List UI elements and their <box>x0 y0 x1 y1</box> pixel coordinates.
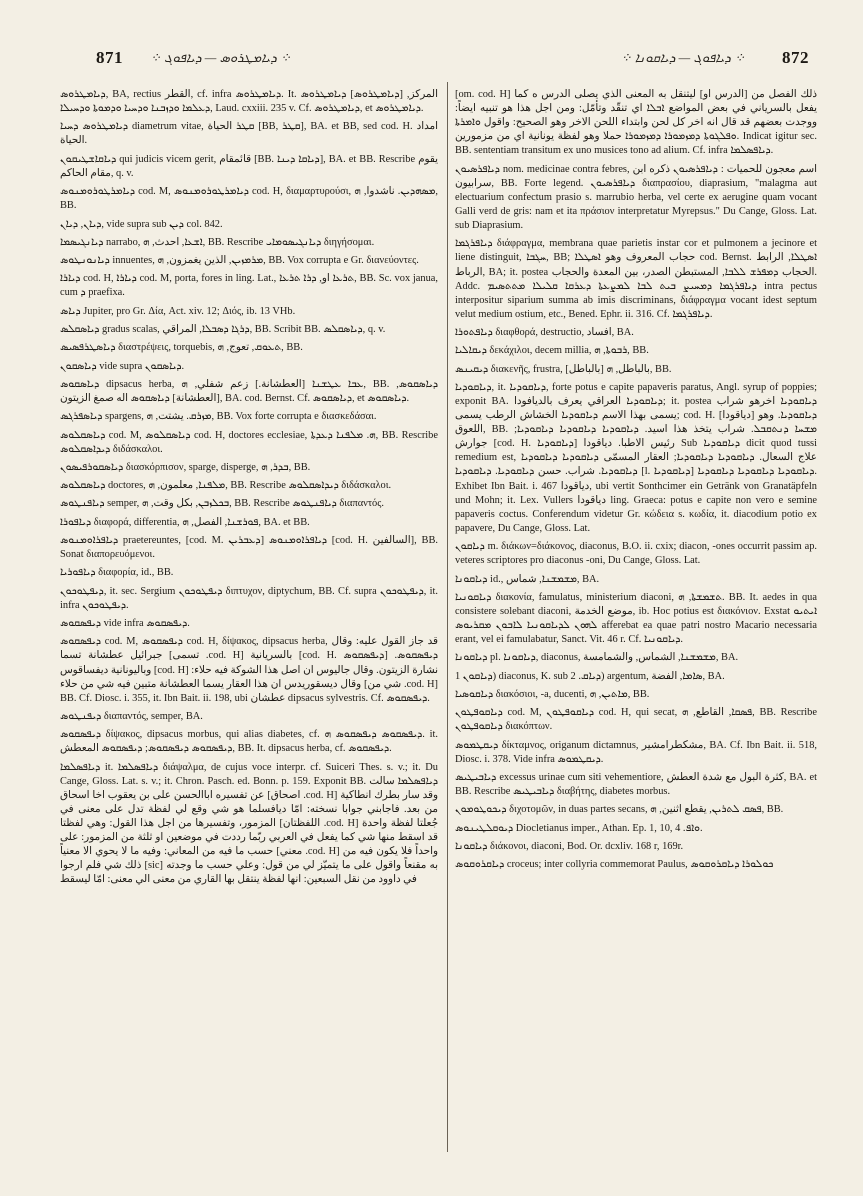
dictionary-entry: ܕܝܐܩܘܕܝܐ, it. ܕܝܐܩܘܕܝܐ, forte potus e capite papaveris paratus, Angl. syrup of poppies; exponit BA. ܕܝܐܩܘܕܝܐ العراقي يعرف بالديافودا; it. postea ܕܝܐܩܘܕܝܐ اخرهو شراب يسمى بهذا الاسم ܕܝܐܩܘܕܝܐ الخشاش الرطب يسمى; cod. H. [دياقودا] ܕܝܐܩܘܕܝܐ. وهو اللعوق, BB. ܡܫܚܐ ܕܢܬܩܒܠ. شراب يتخذ هذا اسيد. ܕܝܐܩܘܕܝܐ ܕܝܐܩܘܕܝܐ ܕܝܐܩܘܕܝܐ; جوارش [cod. H. ܕܝܐܩܘܕܝܐ] رئيس الاطبا. دياقودا Sub ܕܝܐܩܘܕܝܐ dicit quod tussi remedium est, علاج السعال. ܕܝܐܩܘܕܝܐ ܕܝܐܩܘܕܝܐ; العقار المسمّى ܕܝܐܩܘܕܝܐ ܕܝܐܩܘܕܝܐ ܕܝܐܩܘܕܝܐ. شراب. حسن ܕܝܐܩܘܕܝܐ. ܕܝܐܩܘܕܝܐ [l. ܕܝܐܩܘܕܝܐ] ܕܝܐܩܘܕܝܐ ܕܝܐܩܘܕܝܐ ܕܝܐܩܘܕܝܐ. Exhibet Ibn Bait. i. 467 دياقودا, ubi vertit Sonthcimer ein Getränk von Granatäpfeln und Mohn; it. Lex. Vullers دياقودا ling. Graeca: potus e capite non vero e semine papaveris coctus. Conferendum videtur Gr. κώδεια s. κωδία, it. diacodium potio ex papavere, Du Cange, Gloss. Lat. <box>455 381 817 534</box>
right-running-head: ⁘ ܕܝܐܦܘܓ — ܕܝܐܩܘܢܐ ⁘ <box>620 50 745 65</box>
dictionary-entry: ܕܝܐܡܛܪܘܣ ܕܚܝܐ diametrum vitae, ܩܛܪ الحياة [BB, ܩܛܪ], BA. et BB, sed cod. H. امداد الحياة. <box>60 121 438 147</box>
dictionary-entry: ܕܝܐܡܪܛܘܪܘܡܢܘܣ cod. M, ܕܝܐܡܪܛܘܪܘܡܢܘܣ cod. H, διαμαρτυρούσι, ܡܣܗܕܝܢ. ناشدوا, ܗ, BB. <box>60 186 438 212</box>
dictionary-entry: ܕܝܐܩܐܫܛܝܩܘܢ qui judicis vicem gerit, قائمقام [BB. ܕܝܐܩܐ ܕܝܢܐ], BA. et BB. Rescribe يقوم مقام الحاكم, q. v. <box>60 153 438 179</box>
dictionary-entry: ܕܝܦܣܩܘܣ δίψακος, dipsacus morbus, qui alias diabetes, cf. ܕܝܦܣܩܘܣ ܕܝܦܣܩܘܣ ܗ. it. ܕܝܦܣܩܘܣ ܕܝܦܣܩܘܣ; ܕܝܦܣܩܘܣ المعطش, BB. It. dipsacus herba, cf. ܕܝܦܣܩܘܣ. <box>60 729 438 755</box>
dictionary-entry: ܕܝܐܦܪܐܘܡܢܘܣ praetereuntes, [cod. M. ܕܥܒܪܝܢ] ܕܝܐܦܪܐܘܡܢܘܣ [cod. H. السالفين], BB. Sonat διαπορευόμενοι. <box>60 535 438 561</box>
dictionary-entry: ܕܝܐܣܩܠܘܣ cod. M, ܕܝܐܣܩܠܘܣ cod. H, doctores ecclesiae, ܗ. ܡܠܦܢܐ ܕܥܕܬܐ, BB. Rescribe ܕܝܕܐܣܩܠܘܣ διδάσκαλοι. <box>60 429 438 455</box>
dictionary-entry: ܕܝܐܢܓܝܣܡܐ narrabo, ܐܫܥܐ, احدث, ܗ, BB. Rescribe ܕܝܐܢܓܝܣܘܡܐܝ διηγήσομαι. <box>60 236 375 248</box>
dictionary-entry: ܕܝܐܦܢܛܘܣ semper, ܒܟܠܙܒܢ, بكل وقت, ܗ, BB. Rescribe ܕܝܐܦܢܛܘܣ διαπαντός. <box>60 498 384 510</box>
dictionary-entry: ܕܝܐܩܘܢ m. διάκων=διάκονος, diaconus, B.O. ii. cxix; diacon, -ones occurrit passim ap. veteres scriptores pro diaconus -oni, Du Cange, Gloss. Lat. <box>455 541 817 567</box>
dictionary-entry: ܕܝܐܦܘܪܐ διαφορά, differentia, ܦܘܪܫܢܐ, الفصل, ܗ, BA. et BB. <box>60 516 310 528</box>
dictionary-entry: ܕܝܐܡܛܪܘܣ, BA, rectius القطر, cf. infra ܕܝܐܡܛܪܘܣ. It. المركز, [ܕܝܐܡܛܪܘܣ] ܕܝܐܡܛܪܘܣ ܕܥܠܡܐ ܘܕܙܒܢܐ ܘܕܚܝܐ ܘܕܡܘܬܐ ܘܕܚܝܠܐ, Laud. cxxiii. 235 v. Cf. ܕܝܐܡܛܪܘܣ, et ܕܝܐܡܛܪܘܣ. <box>60 89 438 115</box>
left-running-head: ⁘ ܕܝܐܡܛܪܘܣ — ܕܝܐܦܘܓ ⁘ <box>150 50 291 65</box>
dictionary-entry: ܕܝܐܩܘܢܐ διάκονοι, diaconi, Bod. Or. dcxliv. 168 r, 169r. <box>455 840 684 852</box>
dictionary-entry: ܕܝܐܣܩܘܣ dipsacus herba, ܥܒܐ ܥܛܫܢܐ [العطشانة.] زعم شفلي, ܗ, BB. ܕܝܐܣܩܘܣ, [العطشانة] ܕܝܐܣܩܘܣ اله صمغ الزيتون, BA. cod. Bernst. Cf. ܕܝܐܣܩܘܣ, et ܕܝܐܣܩܘܣ. <box>60 378 438 404</box>
dictionary-entry: ܕܝܐܩܘܢܐ id., ܡܫܡܫܢܐ, شماس, BA. <box>455 573 600 585</box>
dictionary-entry: ܕܝܦܛܘܟܘܢ, it. sec. Sergium ܕܝܦܛܘܟܘܢ διπτυχον, diptychum, BB. Cf. supra ܕܝܦܛܘܟܘܢ, it. infra ܕܝܦܛܘܟܘܢ. <box>60 585 438 611</box>
dictionary-entry: ܕܝܐܩܘܢܝܐ διακονία, famulatus, ministerium diaconi, ܬܫܡܫܬܐ, ܗ. BB. It. aedes in qua consistere solebant diaconi, موضع الخدمة, ib. Hoc potius est διακόνιον. Exstat ܐܝܬܝܘ ܠܗܘܢ ܠܕܝܐܩܘܢܝܐ ܠܐܒܘܢ ܡܩܪܝܘܣ afferebat ea quae patri nostro Macario necessaria erant, vel ei famulabatur, Sanct. Vit. 46 r. Cf. ܕܝܐܩܘܢܝܐ. <box>455 591 817 646</box>
dictionary-entry: ܕܝܐܩܘܣܝܐ διακόσιοι, -a, ducenti, ܡܐܬܝܢ, ܗ, BB. <box>455 688 650 700</box>
dictionary-entry: ܕܝܐܩܘܢܐ pl. ܕܝܐܩܘܢܐ, diaconus, ܡܫܡܫܢܐ, الشماس, والشمامسة, BA. <box>455 652 739 664</box>
right-column <box>455 88 817 1150</box>
dictionary-entry: ܕܝܐܢ, ܕܝܐܢ, vide supra sub ܕܝܢ col. 842. <box>60 218 223 230</box>
dictionary-entry: ܕܝܐܣܩܘܪܦܝܣܘܢ διασκόρπισον, sparge, disperge, ܒܕܪ, ܗ, BB. <box>60 461 311 473</box>
dictionary-entry: ܕܝܐܒܝܛܝܣ excessus urinae cum siti vehementiore, كثرة البول مع شدة العطش, BA. et BB. Rescribe ܕܝܐܒܝܛܝܣ διαβήτης, diabetes morbus. <box>455 771 817 798</box>
dictionary-entry: ܕܝܐܣܩܘܢ vide supra ܕܝܐܣܩܘܢ. <box>60 360 185 372</box>
dictionary-entry: ܕܝܐܦܘܪܝܐ διαφορία, id., BB. <box>60 567 174 579</box>
dictionary-entry: ܕܝܐܦܪܣܝܘܢ nom. medicinae contra febres, اسم معجون للحميات : ܕܝܐܦܪܣܝܘܢ ذكره ابن سرابيون, BB. Forte legend. ܕܝܐܦܪܣܝܘܢ διαπρασίου, diaprasium, "malagma aut electuarium confectum prasio s. marrubio herba, vel certe ex aerugine quam vocant Galli verd de gris: nam et ita πράσιον interpretatur Myrepsus." Du Cange, Gloss. Lat. sub Diaprasium. <box>455 163 817 232</box>
dictionary-entry: ܕܝܩܐܠܝܐ δεκάχιλοι, decem millia, ܪܒܘܬܐ, ܗ, BB. <box>455 345 649 357</box>
right-page-number: 872 <box>782 48 809 67</box>
dictionary-entry: ܕܝܟܘܛܘܡܘܢ διχοτομῶν, in duas partes secans, ܦܣܩ ܠܬܪܝܢ, يقطع اثنين, ܗ, BB. <box>455 804 784 816</box>
dictionary-entry: ܕܝܐܣܦܪܓܣ spargens, ܡܙܪܩ. يشتت, ܗ, BB. Vox forte corrupta e διασκεδάσαι. <box>60 411 377 423</box>
left-page-number: 871 <box>96 48 123 67</box>
dictionary-entry: ܕܝܦܢܛܘܣ διαπαντός, semper, BA. <box>60 710 203 722</box>
dictionary-entry: ܕܝܐܣܛܪܦܣܝܣ διαστρέψεις, torquebis, ܬܥܘܩ, تعوج, ܗ, BB. <box>60 342 303 354</box>
left-column <box>60 88 438 1150</box>
dictionary-entry: ܕܝܦܣܩܘܣ vide infra ܕܝܦܣܩܘܣ. <box>60 618 190 630</box>
dictionary-entry: ܕܝܩܛܡܘܣ δίκταμνος, origanum dictamnus, مشكطرامشير, BA. Cf. Ibn Bait. ii. 518, Diosc. i. 378. Vide infra ܕܝܩܛܡܘܣ. <box>455 739 817 765</box>
dictionary-entry: ܕܝܐܩܪܘܩܘܣ croceus; inter collyria commemorat Paulus, ܟܘܠܘܪܐ ܕܝܐܩܪܘܩܘܣ <box>455 859 774 871</box>
dictionary-entry: ܕܝܐܦܪܓܡܐ διάφραγμα, membrana quae parietis instar cor et pulmonem a jecinore et liene distinguit, ܚܓܒܐ, BB; حجاب المعروف وهو ܐܣܛܠܐ cod. Bernst. ܐܣܛܠܐ, الرابط الرباط, BA; it. postea الحجاب ܕܡܦܪܫ ܠܠܒܐ, المستبطن الصدر، بين المعدة والحجاب. Addc. ܕܝܐܦܪܓܡܐ ܕܡܚܝܨ ܒܝܬ ܠܒܐ ܠܡܨܥܬܐ ܕܥܪܩܐ ܩܠܝܠܐ ܡܬܬܣܝܡ intra pectus interpositur siparium summa ab imis discriminans, διάφραγμα vocant idest septum velut medium ostium, etc., Bened. Ephr. ii. 316. Cf. ܕܝܐܦܪܓܡܐ. <box>455 238 817 320</box>
dictionary-entry: [om. cod. H] ذلك الفصل من [الدرس او] ليتنقل به المعنى الذي يصلى الدرس ه كما يفعل بالسرياني في بعض المواضع ܐܒܠܐ اي تنقّد وتأمّل: ومن اجل هذا هو تنبيه ايضاً: ووجدت بعضهم قد قال انه اخر كل لحن وابتداء اللحن الاخر وهو الصحيح: واقول ܘܐܡܪܬܐ ܘܦܠܓܘܬܐ ܕܡܙܡܘܪܐ ܕܡܙܡܘܪܐ حملا وهو لفظة يونانية اي من مزمورين. Indicat igitur sec. BB. sententiam transitum ex uno musices tono ad alium. Cf. infra ܕܝܐܦܣܠܡܐ. <box>455 89 817 157</box>
dictionary-entry: ܕܝܩܝܢܣ διακενῆς, frustra, [بالباطل] بالباطل, ܗ, BB. <box>455 363 672 375</box>
column-divider <box>447 82 448 1152</box>
page-header <box>0 44 863 74</box>
dictionary-entry: ܕܝܐܣ Jupiter, pro Gr. Δία, Act. xiv. 12; Διός, ib. 13 VHb. <box>60 305 296 317</box>
dictionary-entry: ܕܝܐܩܘܦܛܘܢ cod. M, ܕܝܐܩܘܦܛܘܢ cod. H, qui secat, ܦܣܩܐ, القاطع, ܗ, BB. Rescribe ܕܝܐܩܘܦܛܘܢ διακόπτων. <box>455 707 817 733</box>
dictionary-entry: ܕܝܐܦܣܠܡܐ it. ܕܝܐܦܣܠܡܐ διάψαλμα, de cujus voce interpr. cf. Suiceri Thes. s. v.; it. Du Cange, Gloss. Lat. s. v.; it. Chron. Pasch. ed. Bonn. p. 159. Exponit BB. ܕܝܐܦܣܠܡܐ سالت عن تفسيره اباالحسن على بن يعقوب اخا اسحاق [اصحاق .cod. H] وقد سار بطرك انطاكية من بعد. فاجابني جوابا نسخته: امّا ديافسلما هو شي وقع لي لفظة تدل على معنى في المزمور، وتفسيرها من اجل هذا القول: وهي لفظتا [اللفظتان .cod. H] جُعلتا لفظة واحدة قد اسقط منها شي كما يفعل في العربي ربّما رددت في موضعين او ثلثة من المزمور: على حسب ما فيه من المعاني: وفيه ما لا يحوي الا معنياً [معني .cod. H] واحداً فلا يكون فيه من ذلك شي فلم ارجوا [sic] به مقنعاً واقول على ما يتميّز لي من قول: وعلي حسب ما وجدته في داوود من نقل السبعين: انها لفظة ينتقل بها القاري من معنى الي معنى: امّا ليسقط <box>60 761 438 886</box>
dictionary-entry: ܕܝܐܣܩܠܣ gradus scalas, ܕܪܓܐ ܕܣܒܠܐ, المراقي, BB. Scribit BB. ܕܝܐܣܩܠܣ, q. v. <box>60 324 386 335</box>
dictionary-entry: ܕܝܘܩܠܛܝܢܘܣ Diocletianus imper., Athan. Ep. 1, 10, ܘܐܦ. 4. <box>455 822 703 834</box>
dictionary-entry: ܕܝܐܪܐ cod. H, ܕܝܐܪܐ cod. M, porta, fores in ling. Lat., ܬܪܥܐ او, ܕܪܐ ܬܪܥܐ, BB. Sc. vox janua, cum ܕ praefixa. <box>60 273 438 299</box>
dictionary-entry: ܕܝܐܦܬܘܪܐ διαφθορά, destructio, افساد, BA. <box>455 327 634 339</box>
dictionary-entry: ܕܝܐܣܩܠܘܣ doctores, ܡܠܦܢܐ, معلمون, ܗ, BB. Rescribe ܕܝܕܐܣܩܠܘܣ διδάσκαλοι. <box>60 480 392 492</box>
dictionary-entry: ܕܝܐܩܘܢ 1) diaconus, K. sub ܕܝܐܩ. 2) argentum, ܣܐܡܐ, الفضة, BA. <box>455 670 725 682</box>
dictionary-entry: ܕܝܦܣܩܘܣ cod. M, ܕܝܦܣܩܘܣ cod. H, δίψακος, dipsacus herba, قد جاز القول عليه: وقال جبرائيل عطشانة تسما [تسمى .cod. H] بالسريانية [cod. H. ܕܝܦܣܩܘܣ] ܕܝܦܣܩܘܣ. وباليونانية ديفساقوس [cod. H] نشارة الزيتون. وقال جاليوس ان اصل هذا الشوكة فيه حلاء: وقال ديسقوريدس ان هذا العقار يسما العطشانة متبين فيه شي من حلاء [شي من .cod. H] BB. Cf. Diosc. i. 355, it. Ibn Bait. ii. 198, ubi عطشان dipsacus sylvestris. Cf. ܕܝܦܣܩܘܣ. <box>60 636 438 704</box>
dictionary-entry: ܕܝܐܢܘܢܛܘܣ innuentes, ܡܪܡܙܝܢ, الذين يغمزون, ܗ, BB. Vox corrupta e Gr. διανεύοντες. <box>60 255 419 267</box>
